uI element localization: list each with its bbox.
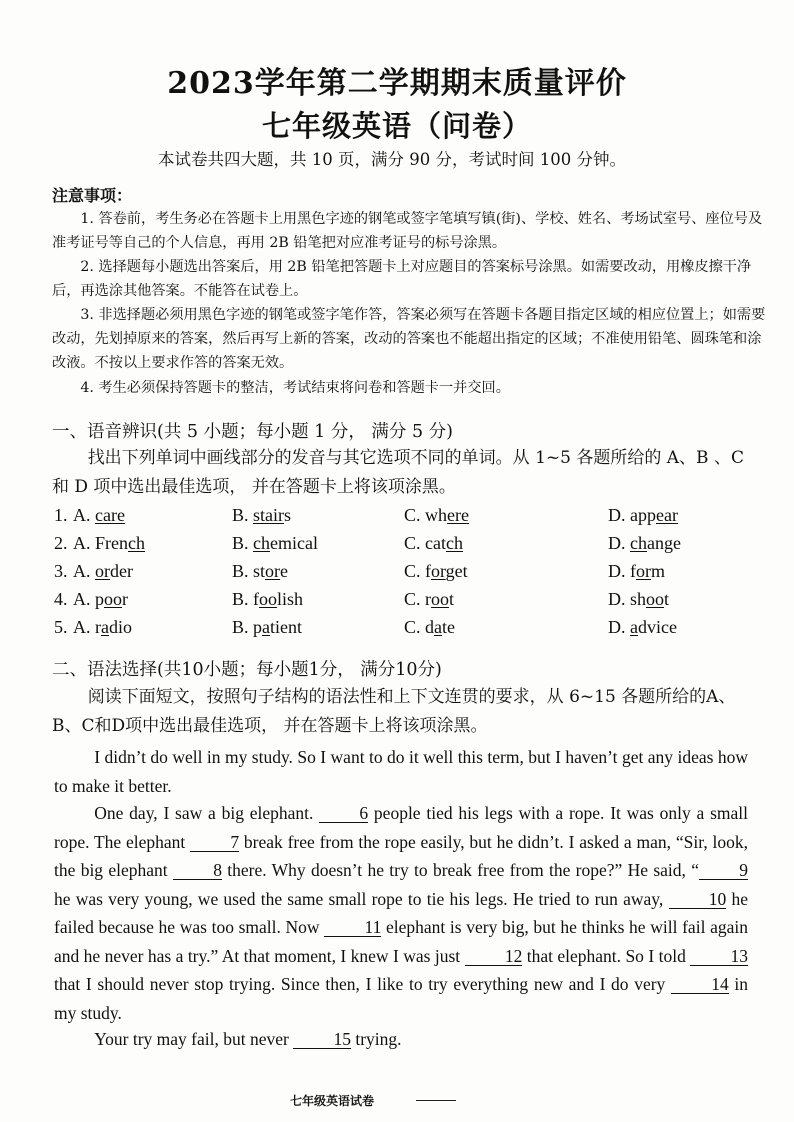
option-d: D. appear <box>608 505 678 525</box>
option-a: A. care <box>73 505 125 525</box>
question-number: 3. <box>54 561 68 581</box>
option-c: C. root <box>404 589 455 609</box>
notice-item-4: 4. 考生必须保持答题卡的整洁，考试结束将问卷和答题卡一并交回。 <box>80 380 510 396</box>
exam-title: 2023学年第二学期期末质量评价 <box>167 66 627 101</box>
blank-7: 7 <box>190 833 239 852</box>
passage-paragraph-2: One day, I saw a big elephant. 6 people tied his legs with a rope. It was only a small rope. The elephant 7 break free from the rope easily, but he didn’t. I asked a man, “Sir, look, the big elephant 8 there. Why doesn’t he try to break free from the rope?” He said, “ 9 he was very young, we used the same small rope to tie his legs. He tried to run away, 10 he failed because he was too small. Now 11 elephant is very big, but he thinks he will fail again and he never has a try.” At that moment, I knew I was just 12 that elephant. So I told 13 that I should never stop trying. Since then, I like to try everything new and I do very 14 in my study. <box>54 803 748 1023</box>
option-b: B. patient <box>232 617 303 637</box>
blank-6: 6 <box>319 804 368 823</box>
page-footer: 七年级英语试卷 <box>290 1094 375 1108</box>
notice-item-1: 1. 答卷前，考生务必在答题卡上用黑色字迹的钢笔或签字笔填写镇(街)、学校、姓名、考场试室号、座位号及准考证号等自己的个人信息，再用 2B 铅笔把对应准考证号的标号涂黑。 <box>52 211 763 251</box>
question-number: 2. <box>54 533 68 553</box>
option-b: B. stairs <box>232 505 292 525</box>
section1-instruction: 找出下列单词中画线部分的发音与其它选项不同的单词。从 1~5 各题所给的 A、B 、C 和 D 项中选出最佳选项， 并在答题卡上将该项涂黑。 <box>52 448 744 497</box>
exam-meta: 本试卷共四大题，共 10 页，满分 90 分，考试时间 100 分钟。 <box>158 150 626 169</box>
exam-subtitle: 七年级英语（问卷） <box>261 109 532 143</box>
option-d: D. shoot <box>608 589 670 609</box>
option-c: C. forget <box>404 561 468 581</box>
passage-paragraph-3: Your try may fail, but never 15 trying. <box>94 1029 402 1049</box>
option-b: B. store <box>232 561 289 581</box>
option-a: A. order <box>73 561 133 581</box>
option-b: B. chemical <box>232 533 318 553</box>
notice-heading: 注意事项： <box>52 186 133 205</box>
blank-15: 15 <box>293 1030 351 1049</box>
notice-item-3: 3. 非选择题必须用黑色字迹的钢笔或签字笔作答，答案必须写在答题卡各题目指定区域的相应位置上；如需要改动，先划掉原来的答案，然后再写上新的答案，改动的答案也不能超出指定的区域；不准使用铅笔、圆珠笔和涂改液。不按以上要求作答的答案无效。 <box>52 307 766 371</box>
question-number: 4. <box>54 589 68 609</box>
option-c: C. where <box>404 505 469 525</box>
question-number: 5. <box>54 617 68 637</box>
blank-9: 9 <box>699 861 748 880</box>
section2-heading: 二、语法选择(共10小题；每小题1分， 满分10分) <box>52 660 442 680</box>
section1-heading: 一、语音辨识(共 5 小题；每小题 1 分， 满分 5 分) <box>52 422 453 442</box>
option-c: C. date <box>404 617 456 637</box>
section2-instruction: 阅读下面短文，按照句子结构的语法性和上下文连贯的要求，从 6~15 各题所给的A、B、C和D项中选出最佳选项， 并在答题卡上将该项涂黑。 <box>52 687 736 736</box>
option-a: A. radio <box>73 617 133 637</box>
option-d: D. change <box>608 533 681 553</box>
option-d: D. advice <box>608 617 677 637</box>
blank-10: 10 <box>669 890 727 909</box>
footer-divider <box>416 1100 456 1101</box>
blank-11: 11 <box>324 918 381 937</box>
option-d: D. form <box>608 561 666 581</box>
option-a: A. French <box>73 533 145 553</box>
blank-12: 12 <box>465 947 523 966</box>
notice-item-2: 2. 选择题每小题选出答案后，用 2B 铅笔把答题卡上对应题目的答案标号涂黑。如需要改动，用橡皮擦干净后，再选涂其他答案。不能答在试卷上。 <box>52 259 752 299</box>
blank-13: 13 <box>690 947 748 966</box>
blank-8: 8 <box>173 861 222 880</box>
question-number: 1. <box>54 505 68 525</box>
blank-14: 14 <box>671 975 729 994</box>
option-c: C. catch <box>404 533 463 553</box>
option-b: B. foolish <box>232 589 304 609</box>
passage-paragraph-1: I didn’t do well in my study. So I want to do it well this term, but I haven’t get any ideas how to make it better. <box>54 747 748 796</box>
option-a: A. poor <box>73 589 128 609</box>
